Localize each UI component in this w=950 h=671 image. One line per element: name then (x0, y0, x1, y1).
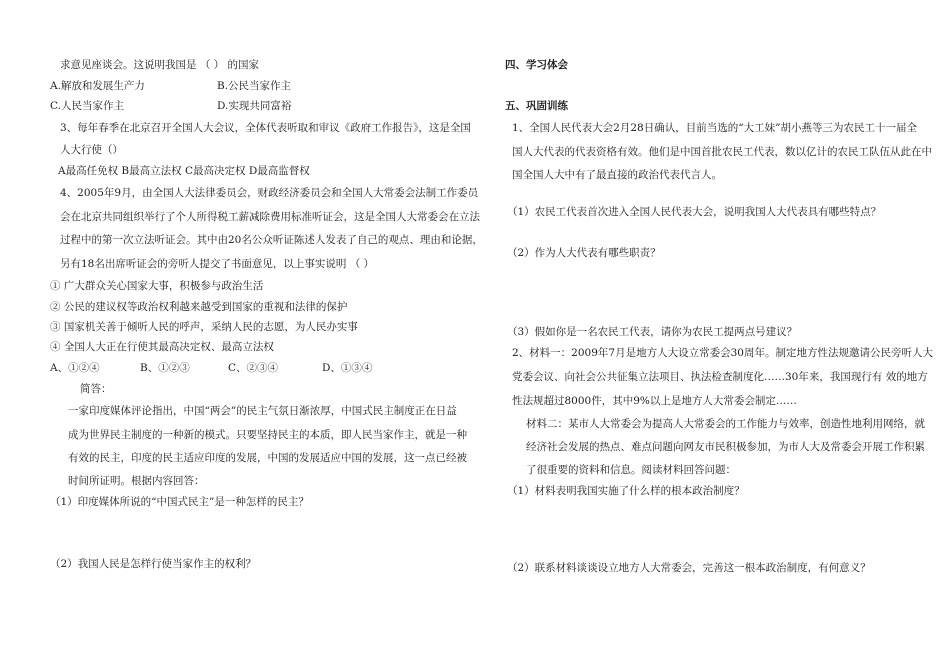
p2-question-2: （2）联系材料谈谈设立地方人大常委会，完善这一根本政治制度，有何意义？ (507, 562, 871, 574)
q4-line-3: 过程中的第一次立法听证会。其中由20名公众听证陈述人发表了自己的观点、理由和论据， (60, 234, 483, 246)
q4-line-4: 另有18名出席听证会的旁听人提交了书面意见，以上事实说明 （ ） (60, 258, 375, 270)
p1-line-2: 国人大代表的代表资格有效。他们是中国首批农民工代表，数以亿计的农民工队伍从此在中 (512, 146, 932, 158)
essay-question-2: （2）我国人民是怎样行使当家作主的权利？ (50, 558, 257, 570)
q2-option-c: C.人民当家作主 (50, 100, 124, 112)
essay-line-1: 一家印度媒体评论指出，中国“两会”的民主气氛日渐浓厚，中国式民主制度正在日益 (68, 405, 457, 417)
q4-option-c: C、②③④ (228, 362, 279, 374)
p2-material-2-line-1: 材料二：某市人大常委会为提高人大常委会的工作能力与效率，创造性地利用网络，就 (526, 418, 925, 430)
q4-item-2: ② 公民的建议权等政治权利越来越受到国家的重视和法律的保护 (50, 301, 348, 313)
q4-line-2: 会在北京共同组织举行了个人所得税工薪减除费用标准听证会，这是全国人大常委会在立法 (60, 211, 480, 223)
p2-material-2-line-3: 了很重要的资料和信息。阅读材料回答问题： (526, 464, 736, 476)
q4-option-a: A、①②④ (50, 362, 100, 374)
q4-item-4: ④ 全国人大正在行使其最高决定权、最高立法权 (50, 341, 274, 353)
p1-question-1: （1）农民工代表首次进入全国人民代表大会，说明我国人大代表具有哪些特点？ (507, 206, 882, 218)
q2-stem: 求意见座谈会。这说明我国是 （ ） 的国家 (60, 59, 260, 71)
p1-question-3: （3）假如你是一名农民工代表，请你为农民工提两点号建议？ (507, 326, 798, 338)
q3-line-2: 人大行使（） (60, 144, 123, 156)
essay-line-3: 有效的民主，印度的民主适应印度的发展，中国的发展适应中国的发展，这一点已经被 (68, 452, 467, 464)
section-heading-4: 四、学习体会 (505, 59, 568, 71)
section-heading-5: 五、巩固训练 (505, 100, 568, 112)
p1-question-2: （2）作为人大代表有哪些职责？ (507, 247, 661, 259)
q4-item-3: ③ 国家机关善于倾听人民的呼声，采纳人民的志愿，为人民办实事 (50, 321, 358, 333)
q3-options: A最高任免权 B最高立法权 C最高决定权 D最高监督权 (58, 165, 310, 177)
p2-line-1: 2、材料一：2009年7月是地方人大设立常委会30周年。制定地方性法规邀请公民旁听人大 (512, 347, 933, 359)
p1-line-1: 1、全国人民代表大会2月28日确认，目前当选的“大工妹”胡小燕等三为农民工十一届全 (512, 122, 917, 134)
q2-option-d: D.实现共同富裕 (217, 100, 292, 112)
p1-line-3: 国全国人大中有了最直接的政治代表代言人。 (512, 169, 722, 181)
p2-question-1: （1）材料表明我国实施了什么样的根本政治制度？ (507, 485, 745, 497)
essay-line-2: 成为世界民主制度的一种新的模式。只要坚持民主的本质，即人民当家作主，就是一种 (68, 429, 467, 441)
q3-line-1: 3、每年春季在北京召开全国人大会议，全体代表听取和审议《政府工作报告》，这是全国 (60, 122, 471, 134)
essay-line-4: 时间所证明。根据内容回答： (68, 475, 205, 487)
p2-material-2-line-2: 经济社会发展的热点、难点问题向网友市民积极参加，为市人大及常委会开展工作积累 (526, 441, 925, 453)
q2-option-b: B.公民当家作主 (217, 80, 292, 92)
p2-line-2: 党委会议、向社会公共征集立法项目、执法检查制度化……30年来，我国现行有 效的地方 (512, 371, 928, 383)
q4-option-b: B、①②③ (140, 362, 190, 374)
essay-heading: 简答： (80, 383, 112, 395)
essay-question-1: （1）印度媒体所说的“中国式民主”是一种怎样的民主？ (50, 496, 309, 508)
q4-option-d: D、①③④ (322, 362, 373, 374)
q4-item-1: ① 广大群众关心国家大事，积极参与政治生活 (50, 280, 264, 292)
q2-option-a: A.解放和发展生产力 (50, 80, 145, 92)
q4-line-1: 4、2005年9月，由全国人大法律委员会，财政经济委员会和全国人大常委会法制工作委员 (60, 187, 479, 199)
p2-line-3: 性法规超过8000件，其中9%以上是地方人大常委会制定…… (512, 395, 797, 407)
